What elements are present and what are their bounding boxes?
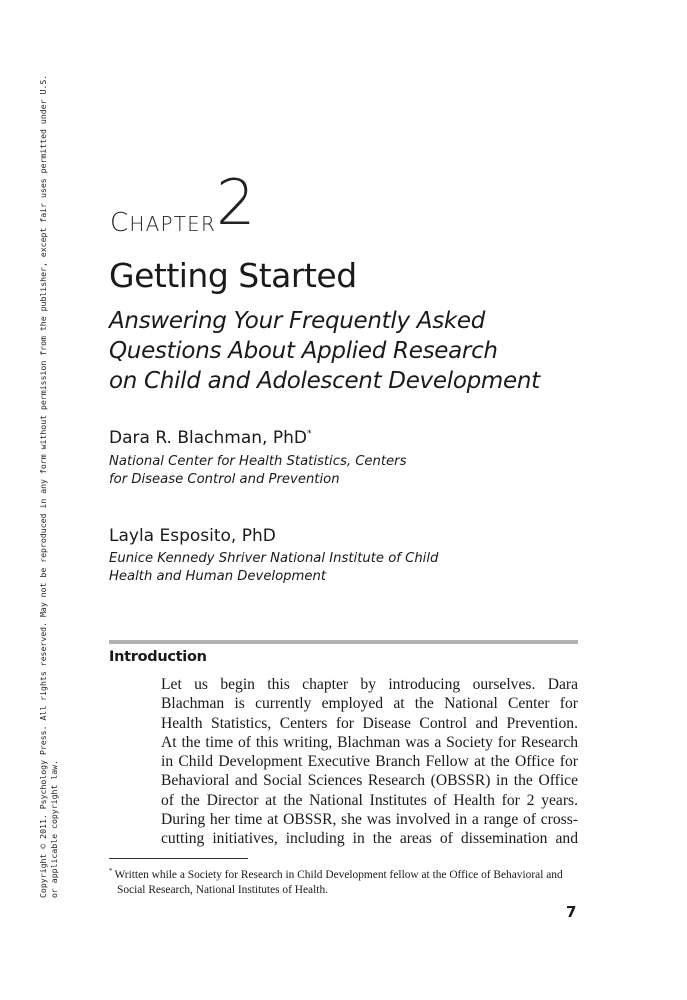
body-line: of the Director at the National Institutes of Health for 2 years. — [161, 791, 578, 809]
page-number: 7 — [566, 903, 577, 921]
chapter-word-rest: HAPTER — [129, 212, 217, 236]
author-name-text: Layla Esposito, PhD — [109, 526, 276, 546]
author-affiliation — [109, 550, 438, 586]
footnote-line — [109, 864, 579, 883]
author-name — [109, 526, 276, 546]
body-line: During her time at OBSSR, she was involved in a range of cross- — [161, 811, 578, 829]
body-line: At the time of this writing, Blachman was a Society for Research — [161, 733, 578, 751]
section-heading: Introduction — [109, 649, 207, 665]
author-affiliation — [109, 453, 406, 489]
chapter-title: Getting Started — [109, 256, 357, 295]
copyright-line-1: Copyright © 2011. Psychology Press. All rights reserved. May not be reproduced in any form without permission from the publisher, except fair uses permitted under U.S. — [38, 74, 48, 898]
footnote-divider — [109, 858, 248, 859]
affiliation-line: National Center for Health Statistics, Centers — [109, 454, 407, 469]
author-footnote-mark: * — [306, 429, 312, 439]
affiliation-line: Eunice Kennedy Shriver National Institute of Child — [109, 551, 439, 566]
body-paragraph — [161, 675, 578, 849]
body-line: cutting initiatives, including in the areas of dissemination and — [161, 830, 578, 848]
footnote-line: Social Research, National Institutes of Health. — [117, 884, 328, 896]
footnote-text: Written while a Society for Research in Child Development fellow at the Office of Behavioral and — [114, 869, 563, 881]
chapter-word — [110, 208, 216, 238]
affiliation-line: Health and Human Development — [109, 569, 327, 584]
copyright-line-2: or applicable copyright law. — [49, 759, 59, 898]
footnote — [109, 864, 579, 898]
footnote-mark: * — [109, 867, 113, 875]
section-divider — [109, 640, 578, 644]
subtitle-line: on Child and Adolescent Development — [109, 368, 540, 394]
subtitle-line: Answering Your Frequently Asked — [109, 308, 486, 334]
author-name — [109, 428, 311, 448]
chapter-word-initial: C — [110, 208, 130, 238]
affiliation-line: for Disease Control and Prevention — [109, 472, 340, 487]
subtitle-line: Questions About Applied Research — [109, 338, 498, 364]
body-line: Let us begin this chapter by introducing ourselves. Dara — [161, 676, 578, 693]
body-line: Health Statistics, Centers for Disease Control and Prevention. — [161, 714, 578, 732]
author-name-text: Dara R. Blachman, PhD — [109, 428, 307, 448]
body-line: Behavioral and Social Sciences Research (OBSSR) in the Office — [161, 772, 578, 790]
chapter-subtitle — [109, 306, 579, 396]
body-line: in Child Development Executive Branch Fellow at the Office for — [161, 753, 578, 771]
body-line: Blachman is currently employed at the National Center for — [161, 695, 578, 713]
copyright-notice — [38, 74, 60, 898]
chapter-number: 2 — [216, 166, 256, 239]
